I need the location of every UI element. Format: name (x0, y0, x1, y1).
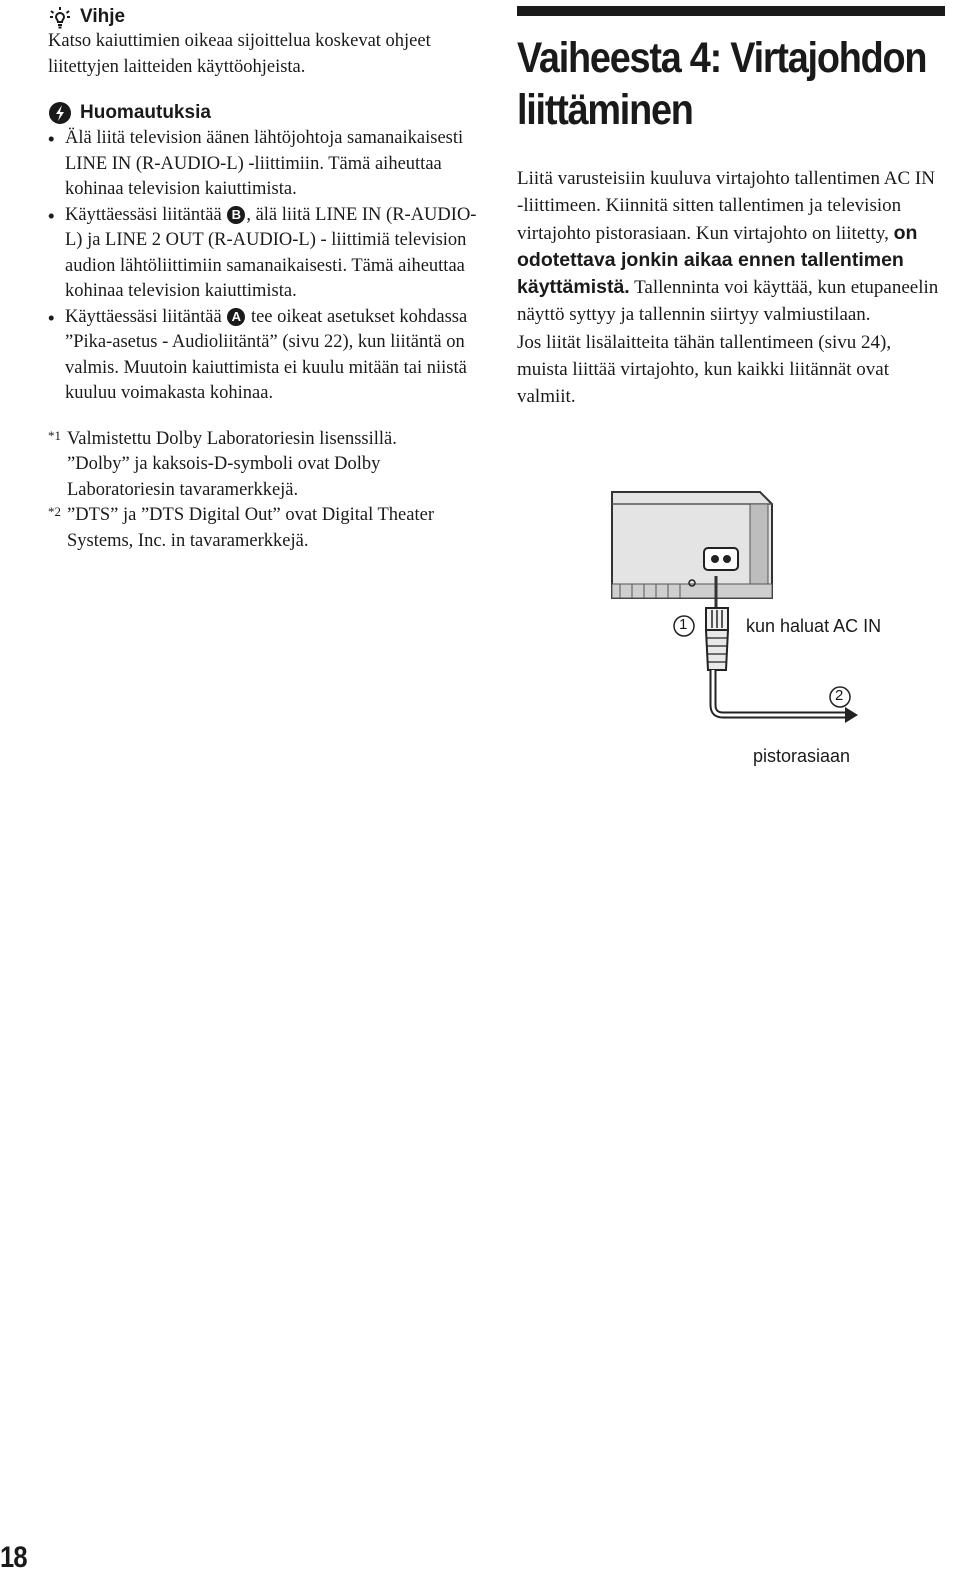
port-label (600, 480, 601, 481)
notes-list (48, 126, 488, 407)
footnote-1 (48, 427, 488, 504)
step-2-label: pistorasiaan (753, 746, 851, 766)
page-number: 18 (0, 1541, 27, 1574)
note-item (48, 305, 488, 407)
notes-section (48, 100, 488, 407)
note-text-pre: Käyttäessäsi liitäntää (65, 306, 227, 327)
note-item (48, 203, 488, 305)
notes-title: Huomautuksia (80, 102, 211, 123)
step-1-marker: 1 (679, 616, 688, 633)
step-2-marker: 2 (835, 687, 844, 704)
body-text: Liitä varusteisiin kuuluva virtajohto tallentimen AC IN -liittimeen. Kiinnitä sitten tallentimen ja television virtajohto pistorasiaan. Kun virtajohto on liitetty, (517, 168, 935, 244)
body-text: Tallenninta voi käyttää, kun etupaneelin näyttö syttyy ja tallennin siirtyy valmiustilaan. (517, 277, 939, 326)
hint-text: Katso kaiuttimien oikeaa sijoittelua koskevat ohjeet liitettyjen laitteiden käyttöohjeista. (48, 31, 431, 77)
footnote-text: ”Dolby” ja kaksois-D-symboli ovat Dolby Laboratoriesin tavaramerkkejä. (67, 454, 381, 500)
power-cord-diagram (600, 480, 940, 780)
left-column (48, 4, 488, 554)
note-text-post: , älä liitä LINE IN (R-AUDIO-L) ja LINE 2 OUT (R-AUDIO-L) - liittimiä television audion lähtöliittimiin samanaikaisesti. Tämä aiheuttaa kohinaa television kaiuttimista. (65, 204, 477, 301)
connection-marker-b: B (227, 206, 245, 224)
section-body (517, 165, 945, 411)
hint-heading (48, 4, 488, 30)
note-icon (48, 101, 72, 125)
note-text: Älä liitä television äänen lähtöjohtoja samanaikaisesti LINE IN (R-AUDIO-L) -liittimiin. Tämä aiheuttaa kohinaa television kaiuttimista. (65, 128, 464, 199)
footnote-2 (48, 503, 488, 554)
note-text-pre: Käyttäessäsi liitäntää (65, 204, 227, 225)
hint-section (48, 4, 488, 80)
body-text: Jos liität lisälaitteita tähän tallentimeen (sivu 24), muista liittää virtajohto, kun kaikki liitännät ovat valmiit. (517, 331, 892, 408)
footnote-text: Valmistettu Dolby Laboratoriesin lisenssillä. (67, 428, 397, 449)
lightbulb-icon (48, 5, 72, 29)
section-title-line: Vaiheesta 4: Virtajohdon (517, 34, 927, 82)
note-text-post: tee oikeat asetukset kohdassa ”Pika-asetus - Audioliitäntä” (sivu 22), kun liitäntä on valmis. Muutoin kaiuttimista ei kuulu mitään tai niistä kuuluu voimakasta kohinaa. (65, 306, 468, 403)
footnote-mark: *2 (48, 504, 61, 519)
footnotes (48, 427, 488, 555)
section-title-line: liittäminen (517, 86, 693, 134)
connection-marker-a: A (227, 308, 245, 326)
section-rule (517, 6, 945, 16)
step-1-label: kun haluat AC IN (746, 616, 882, 636)
footnote-text: ”DTS” ja ”DTS Digital Out” ovat Digital Theater Systems, Inc. in tavaramerkkejä. (67, 505, 434, 551)
footnote-mark: *1 (48, 427, 61, 443)
right-column (517, 6, 945, 411)
notes-heading (48, 100, 488, 126)
body-emphasis: on odotettava jonkin aikaa ennen tallentimen käyttämistä. (517, 221, 918, 299)
section-title (517, 32, 944, 136)
note-item (48, 126, 488, 203)
hint-title: Vihje (80, 6, 126, 27)
